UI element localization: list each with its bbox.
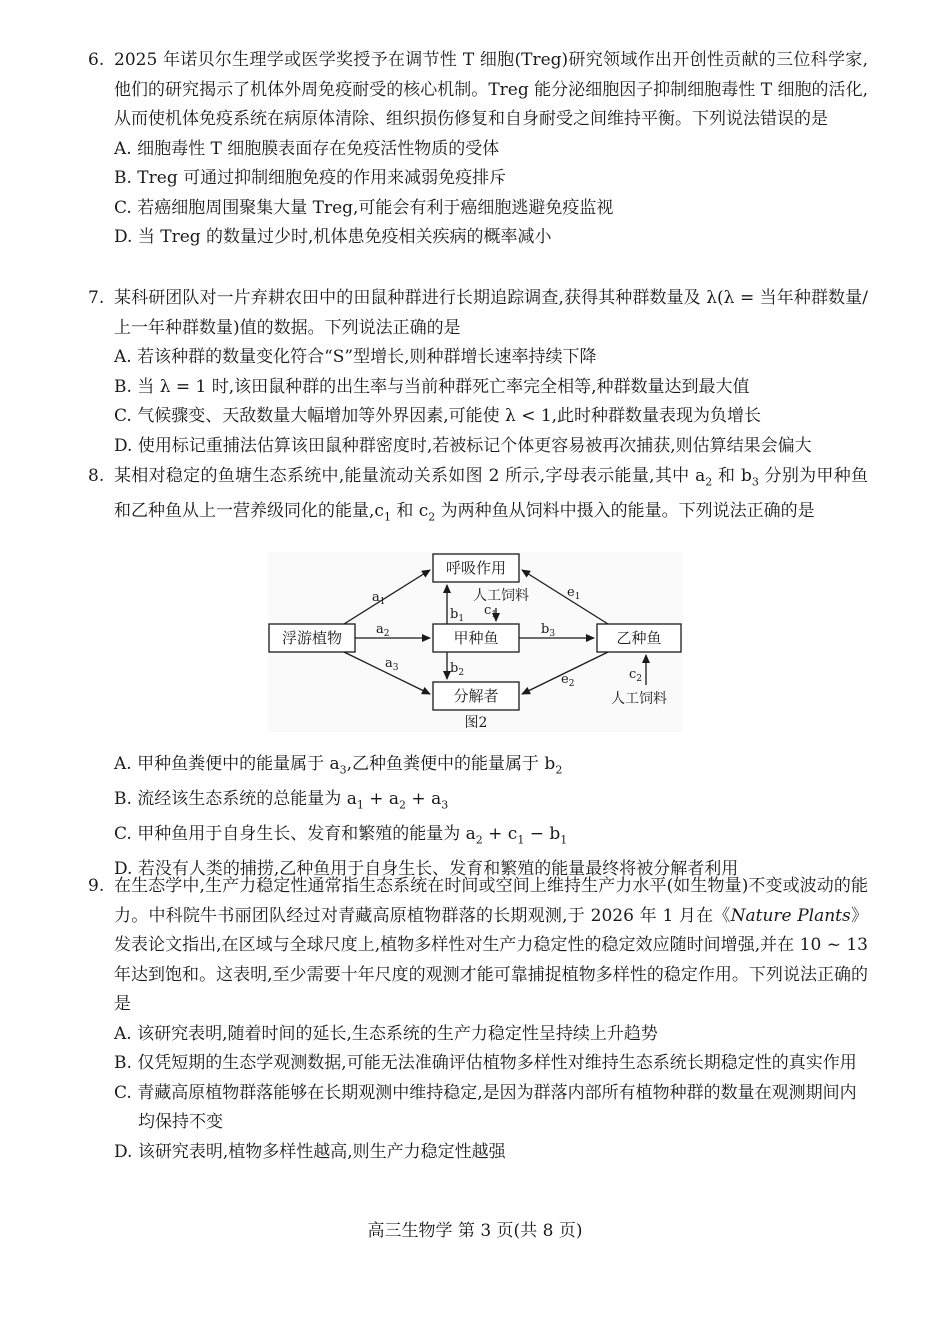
figure-caption: 图2 [464,715,488,731]
label-b1: $b_1$ [450,607,465,624]
box-fish-a-label: 甲种鱼 [453,629,499,647]
question-8-options [88,750,868,884]
label-e1: $e_1$ [567,585,581,602]
box-decomposer-label: 分解者 [453,687,499,705]
label-a3: $a_3$ [385,656,399,673]
label-c2: $c_2$ [629,667,643,684]
feed-label-1: 人工饲料 [473,588,529,604]
energy-flow-diagram [268,552,683,732]
question-stem: 2025 年诺贝尔生理学或医学奖授予在调节性 T 细胞(Treg)研究领域作出开创性贡献的三位科学家,他们的研究揭示了机体外周免疫耐受的核心机制。Treg 能分泌细胞因子抑制细胞毒性 T 细胞的活化,从而使机体免疫系统在病原体清除、组织损伤修复和自身耐受之间维持平衡。下列说法错误的是 [114,50,868,129]
question-6 [88,46,868,253]
label-a2: $a_2$ [376,622,390,639]
question-stem: 在生态学中,生产力稳定性通常指生态系统在时间或空间上维持生产力水平(如生物量)不变或波动的能力。中科院牛书丽团队经过对青藏高原植物群落的长期观测,于 2026 年 1 月在《Nature Plants》发表论文指出,在区域与全球尺度上,植物多样性对生产力稳定性的稳定效应随时间增强,并在 10 ~ 13 年达到饱和。这表明,至少需要十年尺度的观测才能可靠捕捉植物多样性的稳定作用。下列说法正确的是 [114,876,868,1014]
question-7 [88,284,868,461]
question-9 [88,872,868,1167]
option-d: D. 该研究表明,植物多样性越高,则生产力稳定性越强 [114,1141,506,1162]
option-c: C. 青藏高原植物群落能够在长期观测中维持稳定,是因为群落内部所有植物种群的数量在观测期间内均保持不变 [114,1082,857,1132]
option-c: C. 若癌细胞周围聚集大量 Treg,可能会有利于癌细胞逃避免疫监视 [114,197,614,218]
question-stem: 某相对稳定的鱼塘生态系统中,能量流动关系如图 2 所示,字母表示能量,其中 $a_2$ 和 $b_3$ 分别为甲种鱼和乙种鱼从上一营养级同化的能量$,c_1$ 和 $c_2$ 为两种鱼从饲料中摄入的能量。下列说法正确的是 [114,466,868,524]
option-c: C. 甲种鱼用于自身生长、发育和繁殖的能量为 $a_2 + c_1 - b_1$ [114,823,568,847]
box-respiration-label: 呼吸作用 [445,559,507,577]
page-footer: 高三生物学 第 3 页(共 8 页) [367,1221,583,1241]
option-b: B. 流经该生态系统的总能量为 $a_1 + a_2 + a_3$ [114,788,449,812]
option-b: B. 仅凭短期的生态学观测数据,可能无法准确评估植物多样性对维持生态系统长期稳定性的真实作用 [114,1053,857,1073]
option-c: C. 气候骤变、天敌数量大幅增加等外界因素,可能使 λ < 1,此时种群数量表现为负增长 [114,406,762,426]
question-stem: 某科研团队对一片弃耕农田中的田鼠种群进行长期追踪调查,获得其种群数量及 λ(λ = 当年种群数量/上一年种群数量)值的数据。下列说法正确的是 [114,288,868,338]
option-d: D. 使用标记重捕法估算该田鼠种群密度时,若被标记个体更容易被再次捕获,则估算结果会偏大 [114,435,812,456]
option-a: A. 若该种群的数量变化符合“S”型增长,则种群增长速率持续下降 [114,347,597,367]
box-fish-b-label: 乙种鱼 [616,629,662,647]
option-d: D. 若没有人类的捕捞,乙种鱼用于自身生长、发育和繁殖的能量最终将被分解者利用 [114,858,739,879]
question-number: 7. [88,288,105,308]
question-number: 6. [88,50,105,70]
option-a: A. 甲种鱼粪便中的能量属于 $a_3$,乙种鱼粪便中的能量属于 $b_2$ [114,754,563,777]
box-plankton-label: 浮游植物 [281,629,343,647]
label-e2: $e_2$ [561,672,575,689]
label-a1: $a_1$ [372,590,386,607]
option-b: B. Treg 可通过抑制细胞免疫的作用来减弱免疫排斥 [114,168,507,188]
question-number: 9. [88,876,105,896]
option-a: A. 该研究表明,随着时间的延长,生态系统的生产力稳定性呈持续上升趋势 [114,1023,658,1044]
label-b3: $b_3$ [541,622,556,639]
option-a: A. 细胞毒性 T 细胞膜表面存在免疫活性物质的受体 [114,138,500,159]
label-c1: $c_1$ [484,603,498,620]
option-d: D. 当 Treg 的数量过少时,机体患免疫相关疾病的概率减小 [114,227,552,247]
question-number: 8. [88,466,105,486]
question-8 [88,462,868,532]
option-b: B. 当 λ = 1 时,该田鼠种群的出生率与当前种群死亡率完全相等,种群数量达到最大值 [114,376,750,397]
label-b2: $b_2$ [450,661,465,678]
feed-label-2: 人工饲料 [611,691,667,707]
